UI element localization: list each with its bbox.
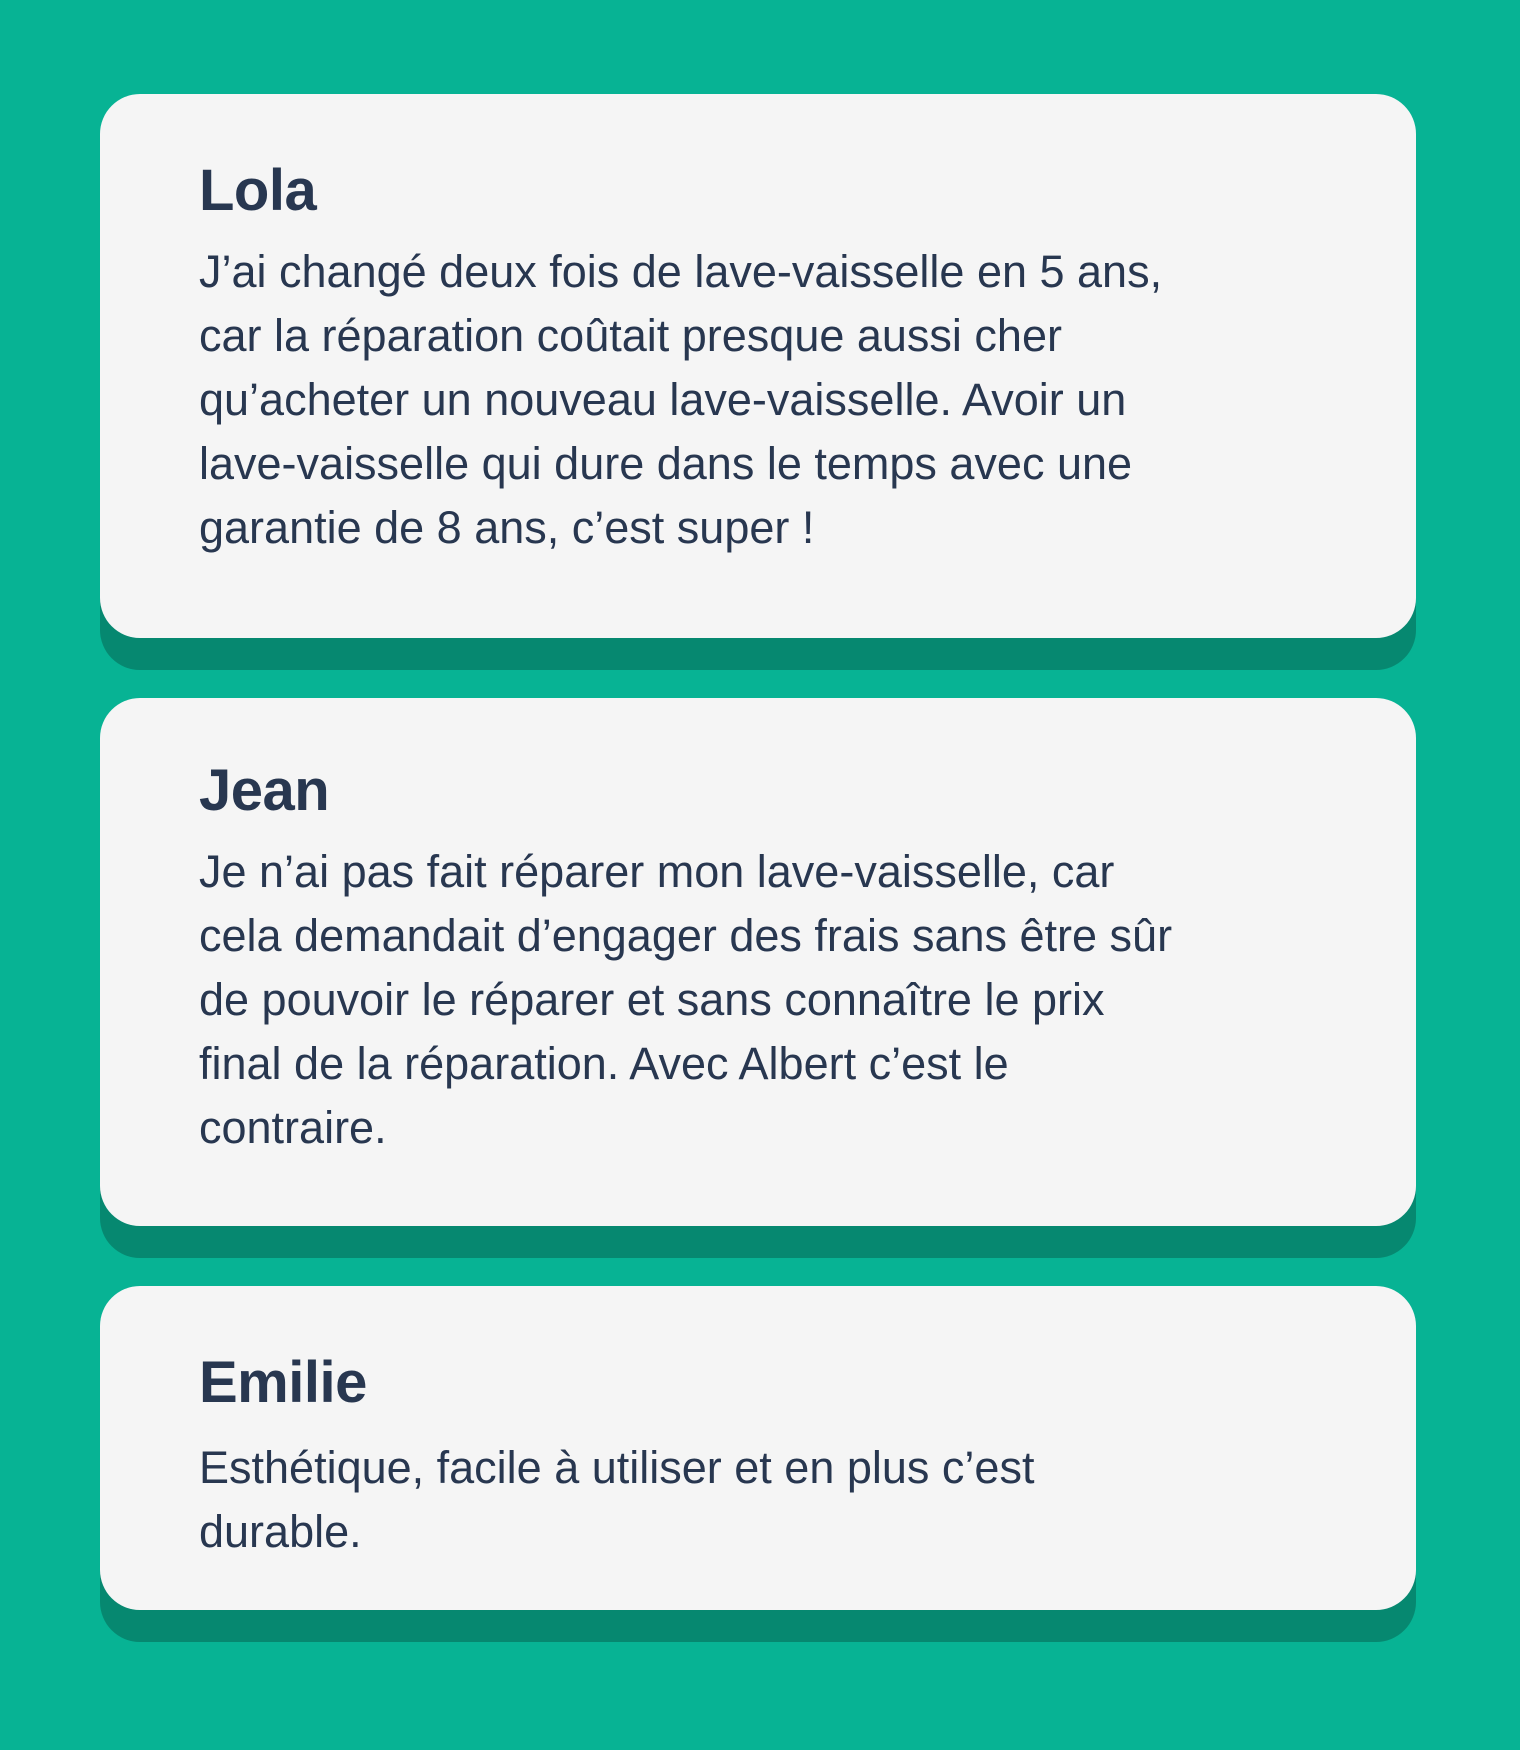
quote-line: final de la réparation. Avec Albert c’est le — [199, 1038, 1009, 1089]
testimonial-author: Jean — [199, 758, 330, 823]
quote-line: car la réparation coûtait presque aussi cher — [199, 310, 1062, 361]
quote-line: de pouvoir le réparer et sans connaître le prix — [199, 974, 1105, 1025]
testimonial-author: Lola — [199, 158, 317, 223]
quote-line: Esthétique, facile à utiliser et en plus c’est — [199, 1442, 1035, 1493]
quote-line: garantie de 8 ans, c’est super ! — [199, 502, 815, 553]
quote-line: durable. — [199, 1506, 362, 1557]
testimonial-quote — [199, 1436, 1034, 1564]
quote-line: contraire. — [199, 1102, 387, 1153]
testimonial-quote — [199, 840, 1172, 1160]
testimonial-author: Emilie — [199, 1350, 367, 1415]
testimonial-card-emilie — [100, 1286, 1416, 1610]
testimonial-quote — [199, 240, 1162, 560]
testimonial-card-lola — [100, 94, 1416, 638]
quote-line: lave-vaisselle qui dure dans le temps avec une — [199, 438, 1133, 489]
testimonial-card-jean — [100, 698, 1416, 1226]
quote-line: cela demandait d’engager des frais sans être sûr — [199, 910, 1173, 961]
quote-line: J’ai changé deux fois de lave-vaisselle en 5 ans, — [199, 246, 1163, 297]
quote-line: Je n’ai pas fait réparer mon lave-vaisselle, car — [199, 846, 1115, 897]
quote-line: qu’acheter un nouveau lave-vaisselle. Avoir un — [199, 374, 1127, 425]
